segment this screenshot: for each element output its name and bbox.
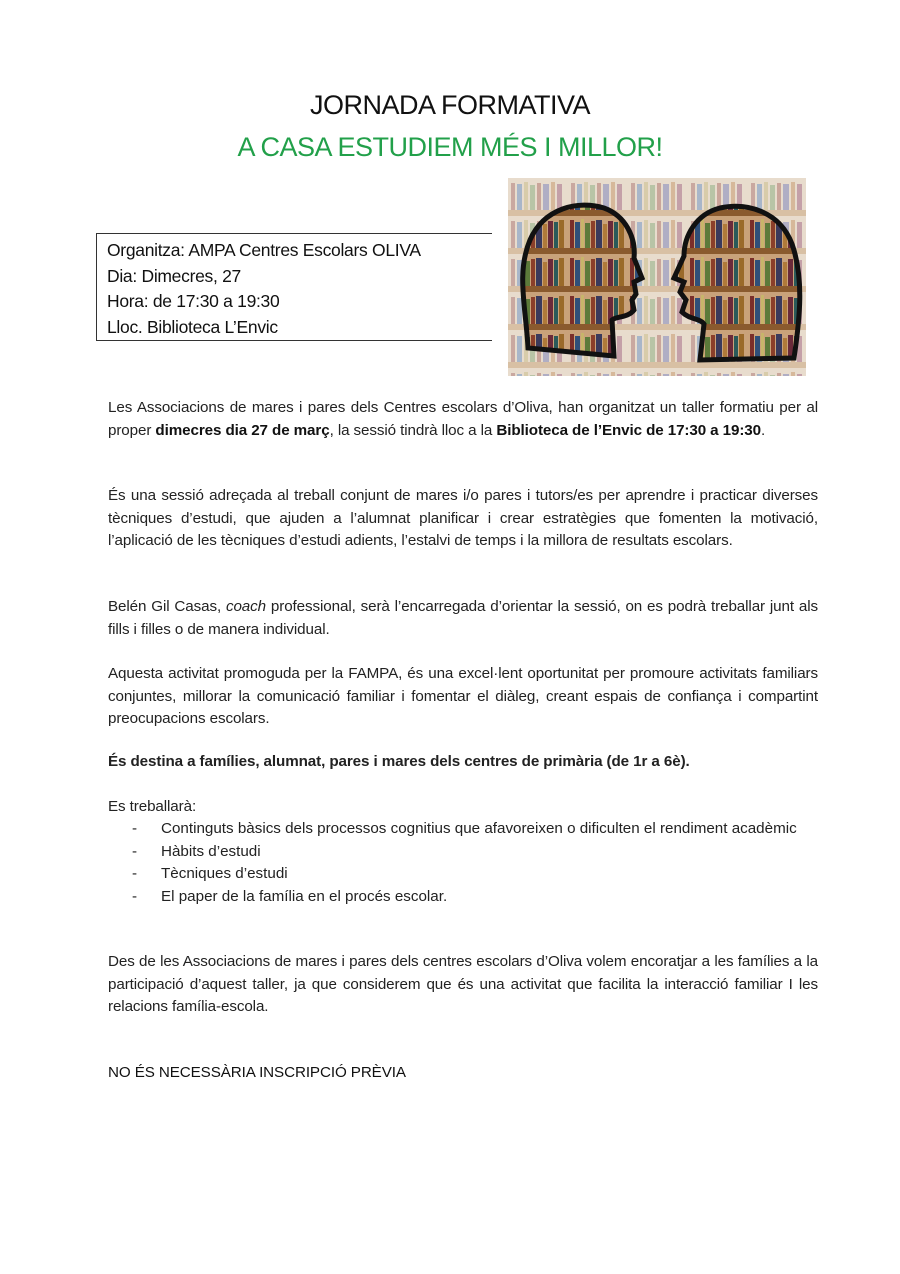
list-intro: Es treballarà: [108,798,197,815]
list-item: - Continguts bàsics dels processos cognitius que afavoreixen o dificulten el rendiment acadèmic [108,818,818,841]
event-info-box [96,233,492,341]
books-heads-icon [508,178,806,376]
document-subtitle: A CASA ESTUDIEM MÉS I MILLOR! [237,132,663,162]
time-line: Hora: de 17:30 a 19:30 [107,291,280,311]
place-line: Lloc. Biblioteca L’Envic [107,316,278,337]
list-item: - Tècniques d’estudi [108,863,818,886]
list-item: - Hàbits d’estudi [108,841,818,864]
list-item: - El paper de la família en el procés escolar. [108,886,818,909]
organizer-line: Organitza: AMPA Centres Escolars OLIVA [107,240,421,260]
coach-text: professional, serà l’encarregada d’orientar la sessió, on es podrà treballar junt als fills i filles o de manera individual. [108,598,818,638]
topics-list [108,818,818,908]
document-title: JORNADA FORMATIVA [309,90,591,120]
intro-end: . [761,421,766,439]
coach-paragraph [108,596,818,641]
coach-word: coach [225,598,266,615]
coach-name: Belén Gil Casas, [108,598,226,615]
description-paragraph: És una sessió adreçada al treball conjunt de mares i/o pares i tutors/es per aprendre i practicar diverses tècniques d’estudi, que ajuden a l’alumnat planificar i crear estratègies que fomenten la motivació, l’aplicació de les tècniques d’estudi adients, l’estalvi de temps i la millora de resultats escolars. [108,487,818,549]
audience-paragraph: És destina a famílies, alumnat, pares i mares dels centres de primària (de 1r a 6è). [108,753,690,770]
intro-text: Les Associacions de mares i pares dels Centres escolars d’Oliva, han organitzat un taller formatiu per al proper [108,399,818,439]
intro-text-2: , la sessió tindrà lloc a la [329,421,497,439]
intro-date: dimecres dia 27 de març [155,421,330,439]
fampa-paragraph: Aquesta activitat promoguda per la FAMPA, és una excel·lent oportunitat per promoure activitats familiars conjuntes, millorar la comunicació familiar i fomentar el diàleg, creant espais de confiança i compartint preocupacions escolars. [108,665,818,727]
closing-paragraph: Des de les Associacions de mares i pares dels centres escolars d’Oliva volem encoratjar a les famílies a la participació d’aquest taller, ja que considerem que és una activitat que facilita la interacció familiar I les relacions família-escola. [108,953,818,1015]
intro-place: Biblioteca de l’Envic de 17:30 a 19:30 [496,421,761,439]
intro-paragraph [108,397,818,442]
date-line: Dia: Dimecres, 27 [107,265,241,286]
registration-note: NO ÉS NECESSÀRIA INSCRIPCIÓ PRÈVIA [108,1064,406,1081]
